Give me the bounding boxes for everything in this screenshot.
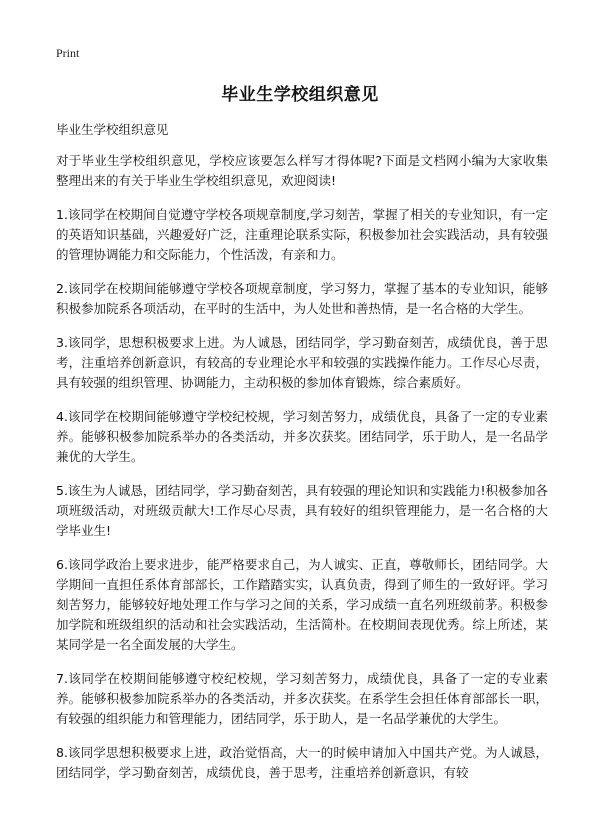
opinion-paragraph-2: 2.该同学在校期间能够遵守学校各项规章制度，学习努力，掌握了基本的专业知识，能够积极参加院系各项活动，在平时的生活中，为人处世和善热情，是一名合格的大学生。 [56, 281, 548, 316]
print-link[interactable]: Print [56, 46, 80, 60]
opinion-paragraph-5: 5.该生为人诚恳，团结同学，学习勤奋刻苦，具有较强的理论知识和实践能力!积极参加各项班级活动，对班级贡献大!工作尽心尽责，具有较好的组织管理能力，是一名合格的大学毕业生! [56, 483, 548, 538]
document-body [56, 151, 548, 797]
opinion-paragraph-8: 8.该同学思想积极要求上进，政治觉悟高，大一的时候申请加入中国共产党。为人诚恳，团结同学，学习勤奋刻苦，成绩优良，善于思考，注重培养创新意识，有较 [56, 745, 548, 780]
document-subtitle: 毕业生学校组织意见 [56, 122, 169, 137]
opinion-paragraph-7: 7.该同学在校期间能够遵守校纪校规，学习刻苦努力，成绩优良，具备了一定的专业素养。能够积极参加院系举办的各类活动，并多次获奖。在系学生会担任体育部部长一职，有较强的组织能力和管理能力，团结同学，乐于助人，是一名品学兼优的大学生。 [56, 671, 548, 726]
intro-paragraph: 对于毕业生学校组织意见，学校应该要怎么样写才得体呢?下面是文档网小编为大家收集整理出来的有关于毕业生学校组织意见，欢迎阅读! [56, 153, 548, 188]
page-title: 毕业生学校组织意见 [221, 85, 379, 105]
opinion-paragraph-4: 4.该同学在校期间能够遵守学校纪校规，学习刻苦努力，成绩优良，具备了一定的专业素养。能够积极参加院系举办的各类活动，并多次获奖。团结同学，乐于助人，是一名品学兼优的大学生。 [56, 409, 548, 464]
opinion-paragraph-6: 6.该同学政治上要求进步，能严格要求自己，为人诚实、正直，尊敬师长，团结同学。大学期间一直担任系体育部部长，工作踏踏实实，认真负责，得到了师生的一致好评。学习刻苦努力，能够较好地处理工作与学习之间的关系，学习成绩一直名列班级前茅。积极参加学院和班级组织的活动和社会实践活动，生活简朴。在校期间表现优秀。综上所述，某某同学是一名全面发展的大学生。 [56, 557, 548, 652]
opinion-paragraph-3: 3.该同学，思想积极要求上进。为人诚恳，团结同学，学习勤奋刻苦，成绩优良，善于思考，注重培养创新意识，有较高的专业理论水平和较强的实践操作能力。工作尽心尽责，具有较强的组织管理、协调能力，主动积极的参加体育锻炼，综合素质好。 [56, 335, 548, 390]
opinion-paragraph-1: 1.该同学在校期间自觉遵守学校各项规章制度,学习刻苦，掌握了相关的专业知识，有一定的英语知识基础，兴趣爱好广泛，注重理论联系实际，积极参加社会实践活动，具有较强的管理协调能力和交际能力，个性活泼，有亲和力。 [56, 207, 548, 262]
